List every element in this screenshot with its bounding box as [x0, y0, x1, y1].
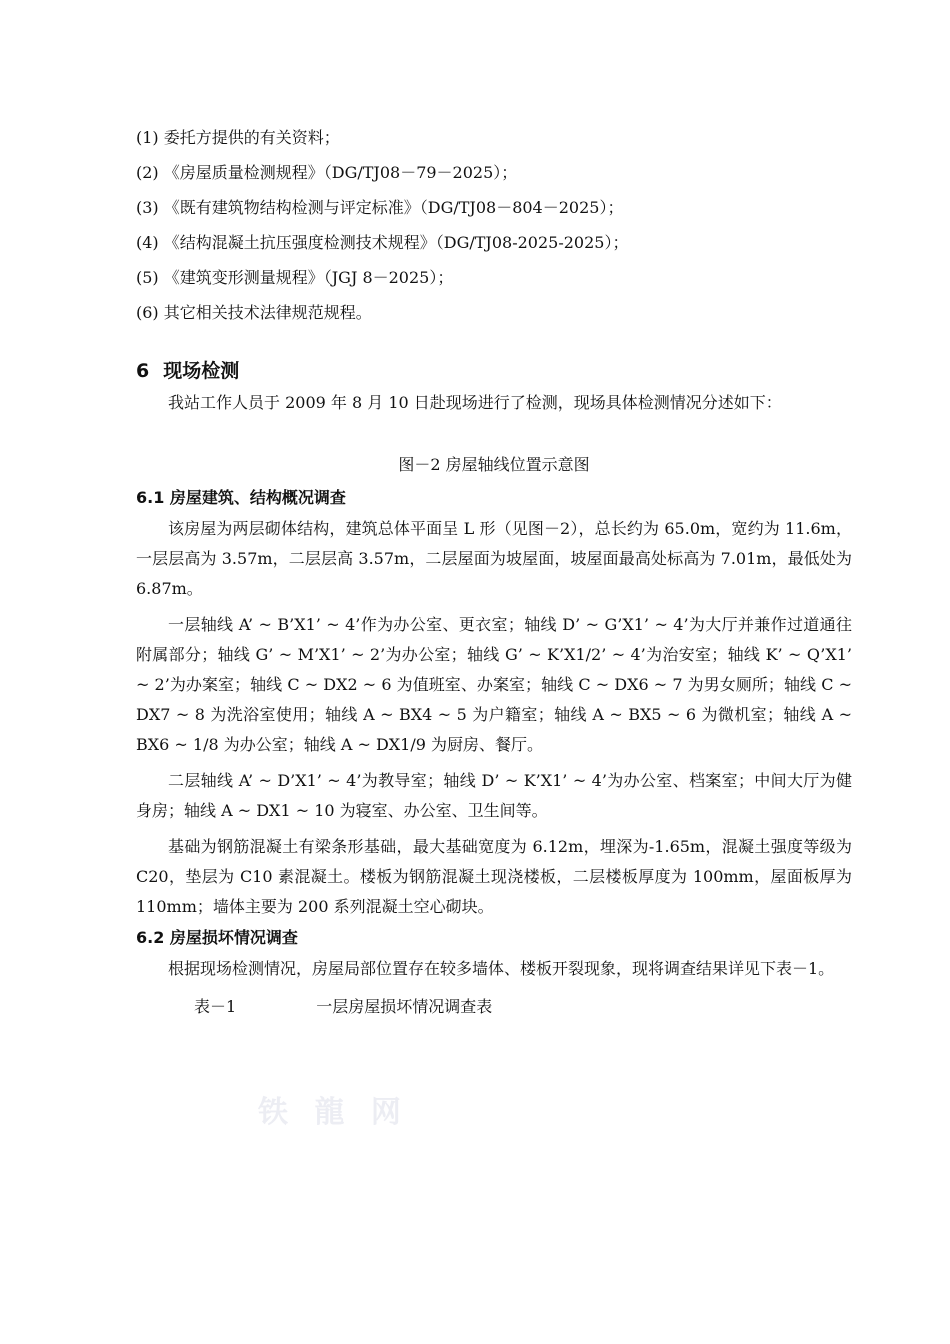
paragraph: 一层轴线 A’ ~ B’X1’ ~ 4’作为办公室、更衣室；轴线 D’ ~ G’X1’ ~ 4’为大厅并兼作过道通往附属部分；轴线 G’ ~ M’X1’ ~ 2’为办公室；轴线 G’ ~ K’X1/2’ ~ 4’为治安室；轴线 K’ ~ Q’X1’ ~ 2’为办案室；轴线 C ~ DX2 ~ 6 为值班室、办案室；轴线 C ~ DX6 ~ 7 为男女厕所；轴线 C ~ DX7 ~ 8 为洗浴室使用；轴线 A ~ BX4 ~ 5 为户籍室；轴线 A ~ BX5 ~ 6 为微机室；轴线 A ~ BX6 ~ 1/8 为办公室；轴线 A ~ DX1/9 为厨房、餐厅。 [136, 615, 852, 754]
section-6-intro: 我站工作人员于 2009 年 8 月 10 日赴现场进行了检测，现场具体检测情况分述如下： [168, 393, 782, 412]
section-title: 现场检测 [163, 360, 240, 382]
section-number: 6 [136, 360, 150, 382]
paragraph: 该房屋为两层砌体结构，建筑总体平面呈 L 形（见图－2），总长约为 65.0m，宽约为 11.6m，一层层高为 3.57m，二层层高 3.57m，二层屋面为坡屋面，坡屋面最高处标高为 7.01m，最低处为 6.87m。 [136, 519, 852, 598]
subsection-6-1-heading: 6.1 房屋建筑、结构概况调查 [136, 488, 346, 507]
subsection-6-2-heading: 6.2 房屋损坏情况调查 [136, 928, 298, 947]
reference-item: (4) 《结构混凝土抗压强度检测技术规程》（DG/TJ08-2025-2025）； [136, 233, 629, 252]
reference-list [136, 120, 852, 330]
table-title: 一层房屋损坏情况调查表 [316, 997, 493, 1016]
figure-caption: 图－2 房屋轴线位置示意图 [398, 455, 590, 474]
paragraph: 根据现场检测情况，房屋局部位置存在较多墙体、楼板开裂现象，现将调查结果详见下表－1。 [168, 959, 835, 978]
document-page [136, 120, 852, 1024]
watermark: 铁 龍 网 [258, 1095, 409, 1130]
section-6-heading [136, 354, 852, 388]
reference-item: (1) 委托方提供的有关资料； [136, 128, 340, 147]
table-label: 表－1 [194, 997, 237, 1016]
reference-item: (3) 《既有建筑物结构检测与评定标准》（DG/TJ08－804－2025）； [136, 198, 624, 217]
reference-item: (2) 《房屋质量检测规程》（DG/TJ08－79－2025）； [136, 163, 518, 182]
paragraph: 二层轴线 A’ ~ D’X1’ ~ 4’为教导室；轴线 D’ ~ K’X1’ ~ 4’为办公室、档案室；中间大厅为健身房；轴线 A ~ DX1 ~ 10 为寝室、办公室、卫生间等。 [136, 771, 852, 820]
reference-item: (5) 《建筑变形测量规程》（JGJ 8－2025）； [136, 268, 454, 287]
paragraph: 基础为钢筋混凝土有梁条形基础，最大基础宽度为 6.12m，埋深为-1.65m，混凝土强度等级为 C20，垫层为 C10 素混凝土。楼板为钢筋混凝土现浇楼板，二层楼板厚度为 100mm，屋面板厚为 110mm；墙体主要为 200 系列混凝土空心砌块。 [136, 837, 852, 916]
reference-item: (6) 其它相关技术法律规范规程。 [136, 303, 372, 322]
table-caption [136, 990, 852, 1024]
